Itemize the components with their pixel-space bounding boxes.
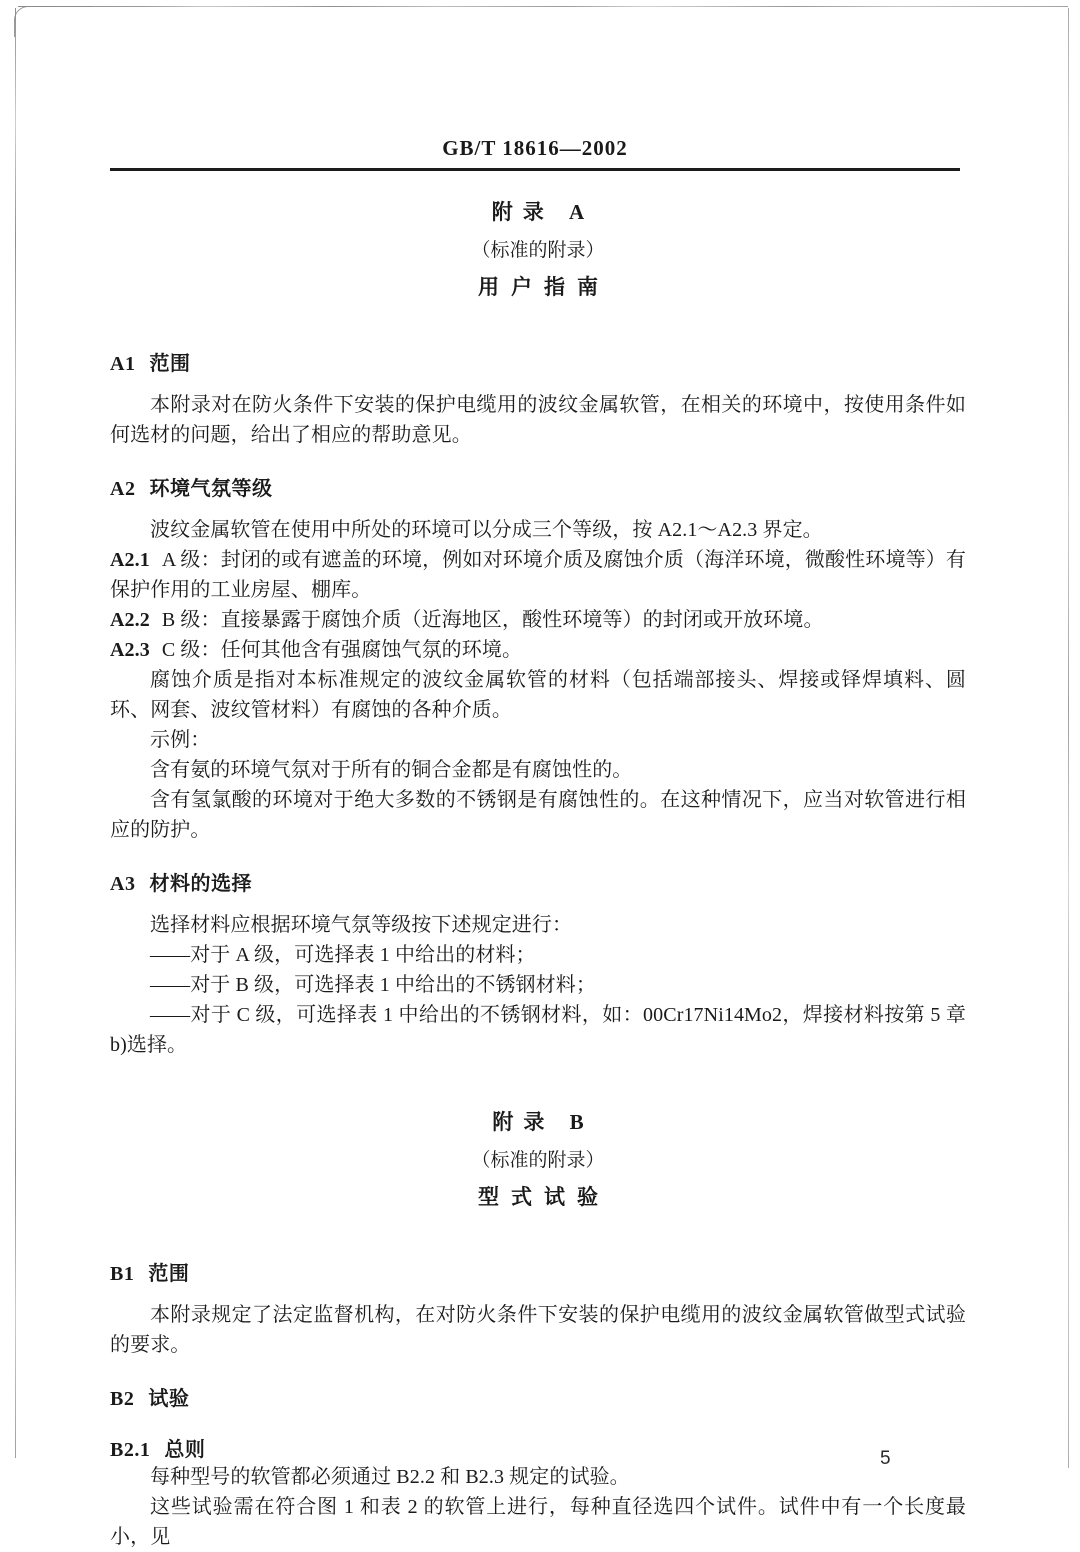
section-number-b2-1: B2.1 (110, 1439, 151, 1461)
clause-number-a2-2: A2.2 (110, 609, 150, 631)
list-item-material-b: ——对于 B 级，可选择表 1 中给出的不锈钢材料； (150, 974, 596, 996)
section-title-a1: 范围 (149, 353, 191, 375)
example-item-1: 含有氨的环境气氛对于所有的铜合金都是有腐蚀性的。 (150, 759, 633, 781)
section-title-b2: 试验 (148, 1388, 190, 1410)
section-number-a3: A3 (110, 873, 136, 895)
example-item-2: 含有氢氯酸的环境对于绝大多数的不锈钢是有腐蚀性的。在这种情况下，应当对软管进行相应的防护。 (110, 789, 966, 841)
section-title-b1: 范围 (148, 1263, 190, 1285)
annex-b-title: 附录 B (492, 1110, 594, 1134)
list-item-material-c: ——对于 C 级，可选择表 1 中给出的不锈钢材料，如：00Cr17Ni14Mo2，焊接材料按第 5 章 b)选择。 (110, 1004, 966, 1056)
scan-edge-right (1068, 8, 1069, 1468)
clause-text-a2-1: A 级：封闭的或有遮盖的环境，例如对环境介质及腐蚀介质（海洋环境，微酸性环境等）有保护作用的工业房屋、棚库。 (110, 549, 966, 601)
annex-b-name: 型式试验 (478, 1185, 610, 1209)
section-heading-a1 (110, 347, 966, 376)
section-number-a1: A1 (110, 353, 136, 375)
section-number-b1: B1 (110, 1263, 135, 1285)
scan-edge-left (15, 8, 16, 1458)
paragraph-a2-intro: 波纹金属软管在使用中所处的环境可以分成三个等级，按 A2.1～A2.3 界定。 (150, 519, 823, 541)
section-heading-b2-1 (110, 1433, 966, 1462)
scan-corner-artifact (14, 6, 93, 37)
annex-a-title-block (110, 196, 966, 301)
running-header-standard-number: GB/T 18616—2002 (442, 136, 628, 160)
section-number-a2: A2 (110, 478, 136, 500)
annex-a-title: 附录 A (491, 200, 595, 224)
annex-b-subtitle: （标准的附录） (471, 1150, 605, 1171)
clause-a2-3 (110, 635, 966, 665)
annex-b-title-block (110, 1106, 966, 1211)
header-rule (110, 168, 960, 171)
section-heading-a2 (110, 472, 966, 501)
paragraph-a3-intro: 选择材料应根据环境气氛等级按下述规定进行： (150, 914, 573, 936)
clause-text-a2-2: B 级：直接暴露于腐蚀介质（近海地区，酸性环境等）的封闭或开放环境。 (161, 609, 824, 631)
section-heading-b1 (110, 1257, 966, 1286)
document-body (110, 196, 966, 1552)
clause-number-a2-1: A2.1 (110, 549, 150, 571)
paragraph-b1: 本附录规定了法定监督机构，在对防火条件下安装的保护电缆用的波纹金属软管做型式试验的要求。 (110, 1304, 966, 1356)
section-title-a3: 材料的选择 (149, 873, 252, 895)
section-title-b2-1: 总则 (164, 1439, 206, 1461)
clause-a2-1 (110, 545, 966, 605)
example-label: 示例： (150, 729, 211, 751)
section-title-a2: 环境气氛等级 (149, 478, 273, 500)
paragraph-a1: 本附录对在防火条件下安装的保护电缆用的波纹金属软管，在相关的环境中，按使用条件如何选材的问题，给出了相应的帮助意见。 (110, 394, 966, 446)
clause-text-a2-3: C 级：任何其他含有强腐蚀气氛的环境。 (161, 639, 523, 661)
section-heading-b2 (110, 1382, 966, 1411)
clause-number-a2-3: A2.3 (110, 639, 150, 661)
section-heading-a3 (110, 867, 966, 896)
annex-a-subtitle: （标准的附录） (471, 240, 605, 261)
paragraph-b2-1-second: 这些试验需在符合图 1 和表 2 的软管上进行，每种直径选四个试件。试件中有一个长度最小，见 (110, 1496, 966, 1548)
paragraph-corrosive-media: 腐蚀介质是指对本标准规定的波纹金属软管的材料（包括端部接头、焊接或铎焊填料、圆环、网套、波纹管材料）有腐蚀的各种介质。 (110, 669, 966, 721)
paragraph-b2-1-first: 每种型号的软管都必须通过 B2.2 和 B2.3 规定的试验。 (150, 1466, 630, 1488)
list-item-material-a: ——对于 A 级，可选择表 1 中给出的材料； (150, 944, 536, 966)
annex-a-name: 用户指南 (478, 275, 610, 299)
scan-edge-top (18, 6, 1068, 7)
section-number-b2: B2 (110, 1388, 135, 1410)
page-number: 5 (880, 1448, 891, 1469)
clause-a2-2 (110, 605, 966, 635)
